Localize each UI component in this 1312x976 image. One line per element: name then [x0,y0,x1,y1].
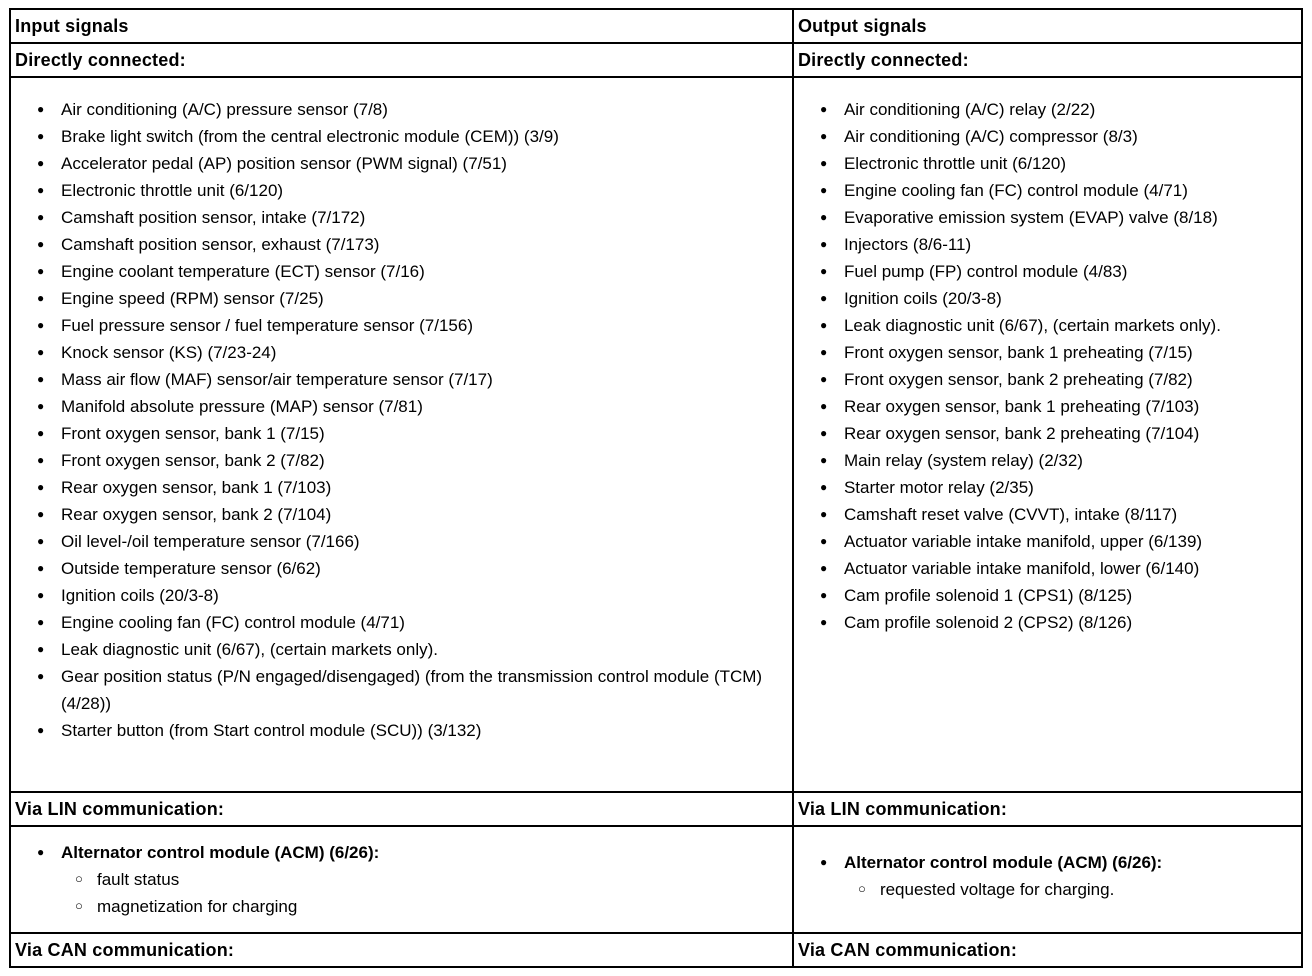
list-item-text: Front oxygen sensor, bank 2 preheating (7/82) [843,370,1193,389]
input-directly-connected-cell [10,77,793,792]
list-item [802,177,1291,204]
sub-list-item [19,893,782,920]
filled-bullet-icon: ● [819,399,828,413]
list-item-text: Rear oxygen sensor, bank 1 preheating (7/103) [843,397,1200,416]
list-item-text: Gear position status (P/N engaged/disengaged) (from the transmission control module (TCM) (4/28)) [61,667,763,713]
list-item-text: Front oxygen sensor, bank 1 preheating (7/15) [843,343,1193,362]
list-item-text: Engine coolant temperature (ECT) sensor (7/16) [61,262,425,281]
list-item-text: Air conditioning (A/C) compressor (8/3) [843,127,1138,146]
filled-bullet-icon: ● [37,534,45,548]
list-item [19,447,782,474]
list-item [19,501,782,528]
filled-bullet-icon: ● [37,210,45,224]
list-item-text: Cam profile solenoid 2 (CPS2) (8/126) [843,613,1133,632]
input-signal-list [19,96,782,744]
list-item-text: Brake light switch (from the central electronic module (CEM)) (3/9) [61,127,559,146]
output-directly-connected-label: Directly connected: [793,43,1302,77]
filled-bullet-icon: ● [819,855,828,869]
list-item [19,839,782,866]
list-item [802,96,1291,123]
input-lin-label: Via LIN communication: [10,792,793,826]
filled-bullet-icon: ● [37,588,45,602]
signals-table [9,8,1303,968]
list-item-text: Air conditioning (A/C) relay (2/22) [843,100,1096,119]
filled-bullet-icon: ● [819,210,828,224]
sub-list-item [802,876,1291,903]
list-item [19,312,782,339]
output-lin-label: Via LIN communication: [793,792,1302,826]
list-item-text: Alternator control module (ACM) (6/26): [843,853,1163,872]
list-item-text: Rear oxygen sensor, bank 2 preheating (7/104) [843,424,1200,443]
list-item [19,393,782,420]
list-item-text: Actuator variable intake manifold, upper (6/139) [843,532,1203,551]
list-item-text: Front oxygen sensor, bank 1 (7/15) [61,424,325,443]
list-item-text: Ignition coils (20/3-8) [61,586,219,605]
filled-bullet-icon: ● [37,372,45,386]
filled-bullet-icon: ● [37,480,45,494]
list-item [802,285,1291,312]
list-item-text: Leak diagnostic unit (6/67), (certain markets only). [61,640,439,659]
list-item [19,663,782,717]
list-item [19,150,782,177]
list-item [19,609,782,636]
filled-bullet-icon: ● [37,237,45,251]
filled-bullet-icon: ● [37,264,45,278]
list-item-text: Mass air flow (MAF) sensor/air temperature sensor (7/17) [61,370,493,389]
list-item-text: Injectors (8/6-11) [843,235,972,254]
list-item [802,204,1291,231]
list-item [802,258,1291,285]
list-item-text: Rear oxygen sensor, bank 1 (7/103) [61,478,332,497]
directly-connected-content-row [10,77,1302,792]
filled-bullet-icon: ● [37,723,45,737]
list-item [19,528,782,555]
filled-bullet-icon: ● [819,291,828,305]
list-item [802,849,1291,876]
list-item-text: Cam profile solenoid 1 (CPS1) (8/125) [843,586,1133,605]
list-item [802,474,1291,501]
list-item-text: Starter button (from Start control module (SCU)) (3/132) [61,721,482,740]
lin-communication-row [10,792,1302,826]
output-directly-connected-cell [793,77,1302,792]
list-item [19,366,782,393]
list-item [19,582,782,609]
directly-connected-row [10,43,1302,77]
filled-bullet-icon: ● [819,561,828,575]
filled-bullet-icon: ● [37,399,45,413]
list-item [802,501,1291,528]
output-can-label: Via CAN communication: [793,933,1302,967]
filled-bullet-icon: ● [819,507,828,521]
open-bullet-icon: ○ [75,871,83,886]
list-item-text: Electronic throttle unit (6/120) [61,181,284,200]
filled-bullet-icon: ● [819,426,828,440]
filled-bullet-icon: ● [37,156,45,170]
list-item-text: Accelerator pedal (AP) position sensor (PWM signal) (7/51) [61,154,507,173]
filled-bullet-icon: ● [37,426,45,440]
list-item-text: Ignition coils (20/3-8) [843,289,1002,308]
filled-bullet-icon: ● [37,669,45,683]
filled-bullet-icon: ● [819,588,828,602]
list-item-text: Camshaft position sensor, intake (7/172) [61,208,366,227]
list-item-text: Engine speed (RPM) sensor (7/25) [61,289,324,308]
list-item-text: Camshaft position sensor, exhaust (7/173) [61,235,380,254]
output-lin-list [802,849,1291,903]
list-item [19,717,782,744]
list-item [802,150,1291,177]
filled-bullet-icon: ● [819,237,828,251]
list-item [802,582,1291,609]
filled-bullet-icon: ● [37,183,45,197]
list-item [19,636,782,663]
filled-bullet-icon: ● [819,129,828,143]
filled-bullet-icon: ● [819,318,828,332]
open-bullet-icon: ○ [857,881,866,896]
filled-bullet-icon: ● [37,561,45,575]
input-lin-list [19,839,782,920]
filled-bullet-icon: ● [819,615,828,629]
list-item [19,339,782,366]
list-item-text: Camshaft reset valve (CVVT), intake (8/117) [843,505,1178,524]
list-item-text: Fuel pressure sensor / fuel temperature sensor (7/156) [61,316,473,335]
list-item [19,555,782,582]
list-item-text: Rear oxygen sensor, bank 2 (7/104) [61,505,332,524]
filled-bullet-icon: ● [819,345,828,359]
can-communication-row [10,933,1302,967]
list-item [802,528,1291,555]
table-header-row [10,9,1302,43]
filled-bullet-icon: ● [819,480,828,494]
list-item-text: Electronic throttle unit (6/120) [843,154,1066,173]
input-signals-header: Input signals [10,9,793,43]
filled-bullet-icon: ● [819,156,828,170]
filled-bullet-icon: ● [37,318,45,332]
sub-list-item-text: magnetization for charging [97,897,298,916]
list-item [19,231,782,258]
filled-bullet-icon: ● [819,453,828,467]
lin-content-row [10,826,1302,933]
open-bullet-icon: ○ [75,898,83,913]
list-item [19,204,782,231]
list-item-text: Actuator variable intake manifold, lower (6/140) [843,559,1200,578]
filled-bullet-icon: ● [37,615,45,629]
list-item [802,339,1291,366]
output-signals-header: Output signals [793,9,1302,43]
input-can-label: Via CAN communication: [10,933,793,967]
filled-bullet-icon: ● [37,102,45,116]
filled-bullet-icon: ● [37,453,45,467]
input-lin-cell [10,826,793,933]
list-item-text: Oil level-/oil temperature sensor (7/166) [61,532,360,551]
list-item-text: Evaporative emission system (EVAP) valve (8/18) [843,208,1218,227]
input-directly-connected-label: Directly connected: [10,43,793,77]
list-item-text: Manifold absolute pressure (MAP) sensor (7/81) [61,397,423,416]
list-item-text: Air conditioning (A/C) pressure sensor (7/8) [61,100,388,119]
list-item [802,609,1291,636]
list-item [802,312,1291,339]
list-item [802,447,1291,474]
list-item [802,555,1291,582]
filled-bullet-icon: ● [37,345,45,359]
list-item-text: Alternator control module (ACM) (6/26): [61,843,380,862]
list-item-text: Knock sensor (KS) (7/23-24) [61,343,277,362]
list-item [802,123,1291,150]
filled-bullet-icon: ● [819,534,828,548]
output-signal-list [802,96,1291,636]
filled-bullet-icon: ● [819,372,828,386]
output-lin-cell [793,826,1302,933]
list-item-text: Engine cooling fan (FC) control module (4/71) [843,181,1188,200]
filled-bullet-icon: ● [37,507,45,521]
list-item-text: Outside temperature sensor (6/62) [61,559,321,578]
list-item-text: Leak diagnostic unit (6/67), (certain markets only). [843,316,1221,335]
sub-list-item-text: fault status [97,870,180,889]
list-item [802,231,1291,258]
list-item [19,123,782,150]
list-item [19,474,782,501]
list-item [19,96,782,123]
filled-bullet-icon: ● [819,102,828,116]
list-item [19,177,782,204]
list-item-text: Starter motor relay (2/35) [843,478,1034,497]
filled-bullet-icon: ● [37,845,45,859]
list-item [802,366,1291,393]
list-item [19,285,782,312]
list-item-text: Fuel pump (FP) control module (4/83) [843,262,1128,281]
list-item [802,420,1291,447]
filled-bullet-icon: ● [37,291,45,305]
list-item [802,393,1291,420]
filled-bullet-icon: ● [819,183,828,197]
list-item-text: Front oxygen sensor, bank 2 (7/82) [61,451,325,470]
filled-bullet-icon: ● [819,264,828,278]
filled-bullet-icon: ● [37,129,45,143]
filled-bullet-icon: ● [37,642,45,656]
list-item [19,258,782,285]
sub-list-item-text: requested voltage for charging. [879,880,1115,899]
list-item [19,420,782,447]
list-item-text: Engine cooling fan (FC) control module (4/71) [61,613,405,632]
list-item-text: Main relay (system relay) (2/32) [843,451,1083,470]
sub-list-item [19,866,782,893]
